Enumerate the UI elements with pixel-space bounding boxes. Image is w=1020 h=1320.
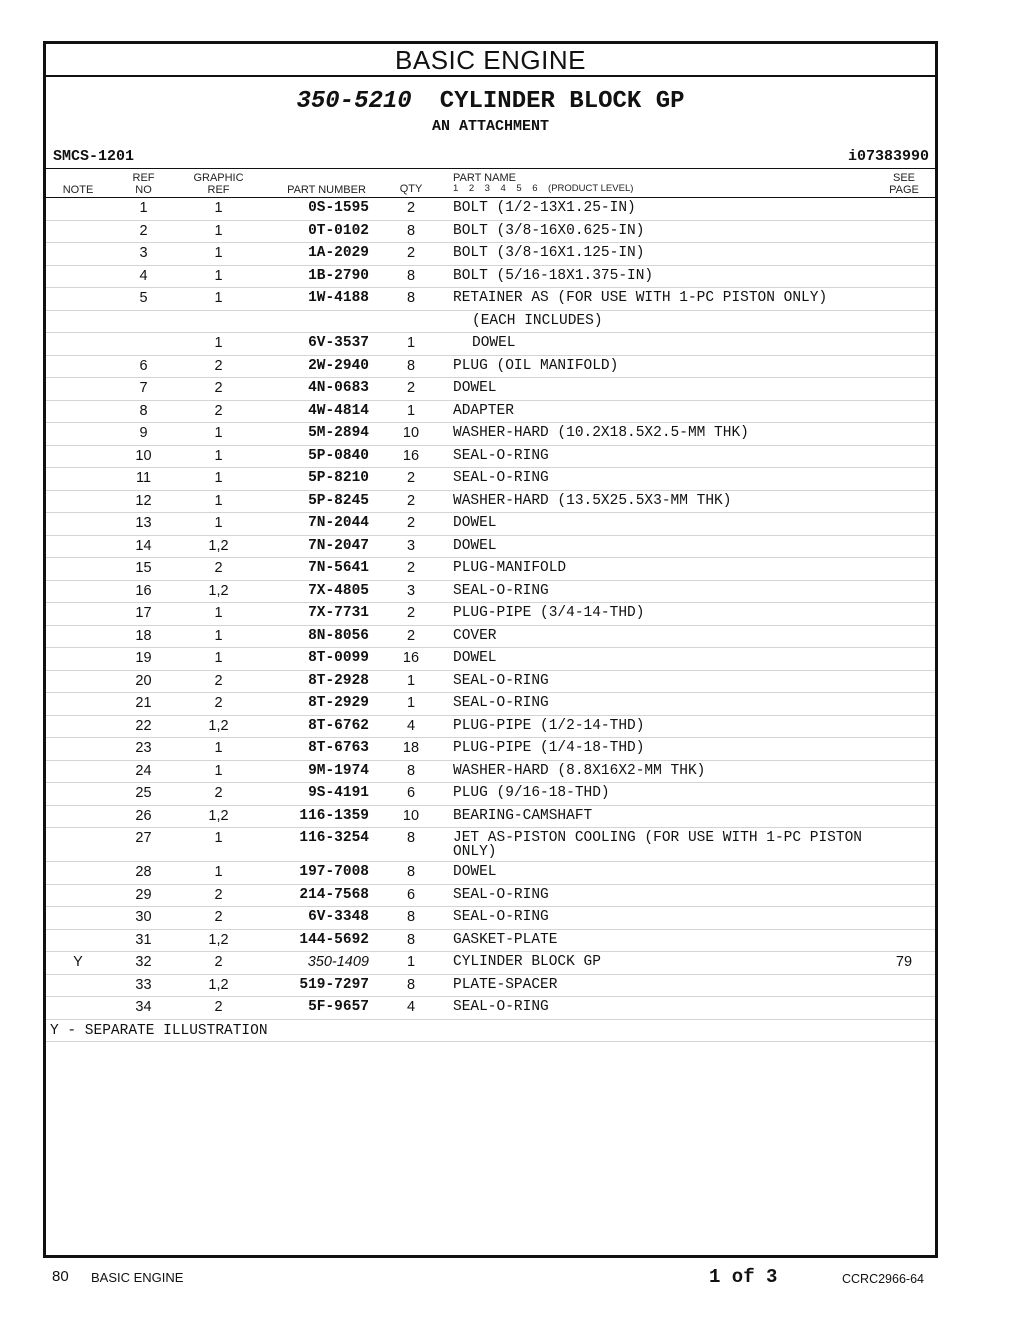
- row-qty: 8: [406, 931, 416, 948]
- row-qty: 1: [406, 695, 416, 711]
- row-part-name: PLATE-SPACER: [453, 976, 558, 993]
- row-part-name: CYLINDER BLOCK GP: [453, 954, 601, 970]
- row-qty: 2: [406, 245, 416, 261]
- table-row: [46, 288, 935, 311]
- row-part-name: WASHER-HARD (10.2X18.5X2.5-MM THK): [453, 425, 749, 441]
- row-ref-no: 18: [135, 627, 152, 644]
- row-part-name: PLUG-MANIFOLD: [453, 560, 567, 576]
- row-part-name: DOWEL: [453, 650, 497, 666]
- table-row: [46, 626, 935, 649]
- row-part-number: 4W-4814: [308, 402, 369, 419]
- row-ref-no: 3: [139, 245, 148, 261]
- row-ref-no: 1: [139, 200, 148, 216]
- table-row: [46, 997, 935, 1020]
- row-part-number: 2W-2940: [308, 357, 369, 374]
- row-qty: 6: [406, 886, 416, 903]
- table-row: [46, 828, 935, 862]
- row-part-name: PLUG (9/16-18-THD): [453, 785, 610, 801]
- row-part-number: 5P-8245: [308, 492, 369, 509]
- row-qty: 2: [406, 560, 416, 576]
- row-graphic-ref: 1: [214, 425, 223, 441]
- row-part-number: 1W-4188: [308, 290, 369, 306]
- table-row: [46, 716, 935, 739]
- header-see-top: SEE: [892, 172, 915, 184]
- row-ref-no: 9: [139, 425, 148, 441]
- table-row: [46, 491, 935, 514]
- row-part-number: 8T-2929: [308, 695, 369, 711]
- row-ref-no: 28: [135, 864, 152, 880]
- parts-table-body: [46, 198, 935, 1042]
- row-ref-no: 24: [135, 762, 152, 779]
- row-graphic-ref: 1: [214, 335, 223, 351]
- table-row: [46, 536, 935, 559]
- group-name: CYLINDER BLOCK GP: [439, 88, 685, 115]
- row-part-number: 197-7008: [299, 864, 369, 880]
- row-part-number: 6V-3537: [308, 335, 369, 351]
- table-row: [46, 975, 935, 998]
- table-row: [46, 513, 935, 536]
- row-qty: 2: [406, 605, 416, 621]
- row-graphic-ref: 2: [214, 785, 223, 801]
- row-part-name: BEARING-CAMSHAFT: [453, 807, 593, 824]
- table-row: [46, 648, 935, 671]
- table-row: [46, 423, 935, 446]
- row-graphic-ref: 1: [214, 515, 223, 531]
- row-part-number: 6V-3348: [308, 909, 369, 925]
- row-graphic-ref: 1: [214, 290, 223, 306]
- row-graphic-ref: 2: [214, 909, 223, 925]
- row-graphic-ref: 1: [214, 447, 223, 464]
- row-qty: 6: [406, 785, 416, 801]
- row-ref-no: 5: [139, 290, 148, 306]
- table-row: [46, 806, 935, 829]
- row-qty: 8: [406, 762, 416, 779]
- row-part-name: DOWEL: [453, 864, 497, 880]
- row-part-name: BOLT (1/2-13X1.25-IN): [453, 200, 636, 216]
- legend-row: [46, 1020, 935, 1042]
- table-row: [46, 761, 935, 784]
- illustration-id: i07383990: [847, 148, 929, 165]
- row-part-number: 1B-2790: [308, 267, 369, 284]
- row-part-number: 519-7297: [299, 976, 369, 993]
- row-part-name: SEAL-O-RING: [453, 909, 549, 925]
- row-qty: 2: [406, 200, 416, 216]
- row-qty: 10: [402, 807, 420, 824]
- row-part-number: 8T-6762: [308, 717, 369, 734]
- row-part-name: DOWEL: [472, 335, 516, 351]
- row-ref-no: 12: [135, 492, 152, 509]
- row-graphic-ref: 1,2: [208, 976, 229, 993]
- row-graphic-ref: 1,2: [208, 717, 229, 734]
- row-graphic-ref: 1: [214, 267, 223, 284]
- table-row: [46, 468, 935, 491]
- table-header: [46, 168, 935, 198]
- row-part-name: BOLT (3/8-16X0.625-IN): [453, 222, 645, 239]
- row-part-name: SEAL-O-RING: [453, 672, 549, 689]
- row-part-number: 144-5692: [299, 931, 369, 948]
- header-graphic-bot: REF: [207, 184, 230, 196]
- row-part-name: DOWEL: [453, 380, 497, 396]
- row-graphic-ref: 2: [214, 380, 223, 396]
- row-qty: 16: [402, 650, 420, 666]
- row-qty: 8: [406, 864, 416, 880]
- row-part-number: 7X-4805: [308, 582, 369, 599]
- group-part-number: 350-5210: [296, 88, 412, 115]
- row-ref-no: 20: [135, 672, 152, 689]
- table-row: [46, 930, 935, 953]
- row-part-name: SEAL-O-RING: [453, 470, 549, 486]
- row-part-name: JET AS-PISTON COOLING (FOR USE WITH 1-PC PISTON ONLY): [453, 830, 862, 860]
- row-qty: 8: [406, 222, 416, 239]
- row-part-number: 4N-0683: [308, 380, 369, 396]
- row-part-number: 350-1409: [307, 954, 369, 970]
- table-row: [46, 243, 935, 266]
- row-part-number: 116-1359: [299, 807, 369, 824]
- row-part-name: DOWEL: [453, 537, 497, 554]
- row-graphic-ref: 1,2: [208, 931, 229, 948]
- row-part-number: 5P-0840: [308, 447, 369, 464]
- table-row: [46, 952, 935, 975]
- row-part-name: SEAL-O-RING: [453, 695, 549, 711]
- row-part-name: PLUG-PIPE (3/4-14-THD): [453, 605, 645, 621]
- section-title: BASIC ENGINE: [46, 44, 935, 77]
- row-ref-no: 11: [135, 470, 152, 486]
- row-ref-no: 13: [135, 515, 152, 531]
- row-part-name: PLUG (OIL MANIFOLD): [453, 357, 619, 374]
- row-part-name: COVER: [453, 627, 497, 644]
- row-part-number: 7N-5641: [308, 560, 369, 576]
- row-ref-no: 6: [139, 357, 148, 374]
- row-ref-no: 15: [135, 560, 152, 576]
- table-row: [46, 671, 935, 694]
- row-graphic-ref: 1: [214, 492, 223, 509]
- footer-section: BASIC ENGINE: [91, 1270, 184, 1285]
- row-part-name: SEAL-O-RING: [453, 886, 549, 903]
- table-row: [46, 581, 935, 604]
- row-part-number: 1A-2029: [308, 245, 369, 261]
- row-qty: 3: [406, 537, 416, 554]
- row-ref-no: 16: [135, 582, 152, 599]
- row-part-name: ADAPTER: [453, 402, 514, 419]
- row-part-number: 214-7568: [299, 886, 369, 903]
- row-graphic-ref: 1: [214, 864, 223, 880]
- row-part-number: 8T-2928: [308, 672, 369, 689]
- row-part-number: 9S-4191: [308, 785, 369, 801]
- row-note: Y: [73, 954, 83, 970]
- row-part-number: 8T-6763: [308, 740, 369, 756]
- header-note: NOTE: [62, 184, 94, 196]
- row-ref-no: 33: [135, 976, 152, 993]
- row-qty: 18: [402, 740, 420, 756]
- header-ref-bot: NO: [135, 184, 152, 196]
- row-qty: 2: [406, 380, 416, 396]
- legend-text: Y - SEPARATE ILLUSTRATION: [50, 1022, 268, 1039]
- footer-code: CCRC2966-64: [842, 1272, 924, 1286]
- row-graphic-ref: 1: [214, 200, 223, 216]
- row-graphic-ref: 1: [214, 650, 223, 666]
- row-graphic-ref: 2: [214, 402, 223, 419]
- row-part-number: 9M-1974: [308, 762, 369, 779]
- row-qty: 8: [406, 357, 416, 374]
- row-graphic-ref: 1,2: [208, 537, 229, 554]
- row-ref-no: 25: [135, 785, 152, 801]
- table-row: [46, 266, 935, 289]
- row-part-number: 0S-1595: [308, 200, 369, 216]
- group-heading: [46, 88, 935, 115]
- row-graphic-ref: 2: [214, 357, 223, 374]
- header-graphic-top: GRAPHIC: [193, 172, 244, 184]
- row-part-number: 8T-0099: [308, 650, 369, 666]
- parts-list-frame: [43, 41, 938, 1258]
- row-qty: 2: [406, 627, 416, 644]
- header-part-number: PART NUMBER: [287, 184, 366, 196]
- group-subtitle: AN ATTACHMENT: [431, 118, 550, 135]
- row-ref-no: 23: [135, 740, 152, 756]
- footer-page-number: 80: [52, 1268, 69, 1285]
- row-qty: 16: [402, 447, 420, 464]
- row-qty: 8: [406, 830, 416, 846]
- row-part-number: 7N-2044: [308, 515, 369, 531]
- row-graphic-ref: 2: [214, 999, 223, 1015]
- row-qty: 2: [406, 515, 416, 531]
- row-qty: 4: [406, 717, 416, 734]
- row-ref-no: 17: [135, 605, 152, 621]
- row-qty: 1: [406, 954, 416, 970]
- table-row: [46, 738, 935, 761]
- row-ref-no: 32: [135, 954, 152, 970]
- row-part-number: 5P-8210: [308, 470, 369, 486]
- header-see-bot: PAGE: [889, 184, 919, 196]
- row-graphic-ref: 1,2: [208, 807, 229, 824]
- row-part-name: SEAL-O-RING: [453, 999, 549, 1015]
- header-qty: QTY: [399, 183, 423, 195]
- header-ref-top: REF: [132, 172, 155, 184]
- table-row: [46, 378, 935, 401]
- table-row: [46, 907, 935, 930]
- table-row: [46, 862, 935, 885]
- row-qty: 2: [406, 470, 416, 486]
- table-row: [46, 603, 935, 626]
- table-row: [46, 198, 935, 221]
- table-row: [46, 783, 935, 806]
- row-part-number: 5M-2894: [308, 425, 369, 441]
- row-ref-no: 2: [139, 222, 148, 239]
- row-part-name: WASHER-HARD (13.5X25.5X3-MM THK): [453, 492, 732, 509]
- row-ref-no: 19: [135, 650, 152, 666]
- row-part-number: 7N-2047: [308, 537, 369, 554]
- row-qty: 8: [406, 976, 416, 993]
- row-ref-no: 14: [135, 537, 152, 554]
- row-graphic-ref: 1: [214, 762, 223, 779]
- row-qty: 2: [406, 492, 416, 509]
- row-part-name: PLUG-PIPE (1/4-18-THD): [453, 740, 645, 756]
- row-part-name: GASKET-PLATE: [453, 931, 558, 948]
- row-part-name: PLUG-PIPE (1/2-14-THD): [453, 717, 645, 734]
- table-row: [46, 401, 935, 424]
- row-ref-no: 26: [135, 807, 152, 824]
- table-row: [46, 333, 935, 356]
- row-part-name: SEAL-O-RING: [453, 447, 549, 464]
- row-part-number: 116-3254: [299, 830, 369, 846]
- row-part-number: 7X-7731: [308, 605, 369, 621]
- row-ref-no: 22: [135, 717, 152, 734]
- row-see-page: 79: [895, 954, 913, 970]
- row-graphic-ref: 1: [214, 627, 223, 644]
- smcs-code: SMCS-1201: [53, 148, 135, 165]
- row-part-name: WASHER-HARD (8.8X16X2-MM THK): [453, 762, 706, 779]
- row-part-name: RETAINER AS (FOR USE WITH 1-PC PISTON ONLY): [453, 290, 828, 306]
- row-part-name: BOLT (5/16-18X1.375-IN): [453, 267, 654, 284]
- row-part-name: BOLT (3/8-16X1.125-IN): [453, 245, 645, 261]
- table-row: [46, 311, 935, 334]
- table-row: [46, 446, 935, 469]
- row-qty: 1: [406, 402, 416, 419]
- row-qty: 1: [406, 335, 416, 351]
- row-qty: 8: [406, 909, 416, 925]
- row-ref-no: 31: [135, 931, 152, 948]
- row-ref-no: 29: [135, 886, 152, 903]
- table-row: [46, 693, 935, 716]
- row-graphic-ref: 1: [214, 470, 223, 486]
- row-graphic-ref: 1: [214, 222, 223, 239]
- row-qty: 8: [406, 290, 416, 306]
- row-graphic-ref: 1: [214, 740, 223, 756]
- row-graphic-ref: 2: [214, 560, 223, 576]
- row-part-name: DOWEL: [453, 515, 497, 531]
- row-part-number: 5F-9657: [308, 999, 369, 1015]
- row-ref-no: 7: [139, 380, 148, 396]
- row-qty: 10: [402, 425, 420, 441]
- row-graphic-ref: 2: [214, 672, 223, 689]
- row-ref-no: 27: [135, 830, 152, 846]
- row-qty: 8: [406, 267, 416, 284]
- row-graphic-ref: 2: [214, 695, 223, 711]
- row-graphic-ref: 2: [214, 954, 223, 970]
- table-row: [46, 558, 935, 581]
- row-ref-no: 21: [135, 695, 152, 711]
- row-graphic-ref: 1: [214, 605, 223, 621]
- header-part-name: PART NAME: [453, 172, 516, 184]
- row-graphic-ref: 2: [214, 886, 223, 903]
- row-ref-no: 10: [135, 447, 152, 464]
- row-graphic-ref: 1: [214, 830, 223, 846]
- row-qty: 3: [406, 582, 416, 599]
- table-row: [46, 356, 935, 379]
- row-part-name: SEAL-O-RING: [453, 582, 549, 599]
- row-ref-no: 4: [139, 267, 148, 284]
- header-product-levels: 1 2 3 4 5 6 (PRODUCT LEVEL): [453, 183, 634, 194]
- row-part-name: (EACH INCLUDES): [472, 312, 603, 329]
- row-qty: 4: [406, 999, 416, 1015]
- table-row: [46, 221, 935, 244]
- row-ref-no: 8: [139, 402, 148, 419]
- table-row: [46, 885, 935, 908]
- row-ref-no: 30: [135, 909, 152, 925]
- row-ref-no: 34: [135, 999, 152, 1015]
- footer-sheet: 1 of 3: [709, 1266, 778, 1288]
- row-graphic-ref: 1: [214, 245, 223, 261]
- row-qty: 1: [406, 672, 416, 689]
- row-graphic-ref: 1,2: [208, 582, 229, 599]
- row-part-number: 8N-8056: [308, 627, 369, 644]
- row-part-number: 0T-0102: [308, 222, 369, 239]
